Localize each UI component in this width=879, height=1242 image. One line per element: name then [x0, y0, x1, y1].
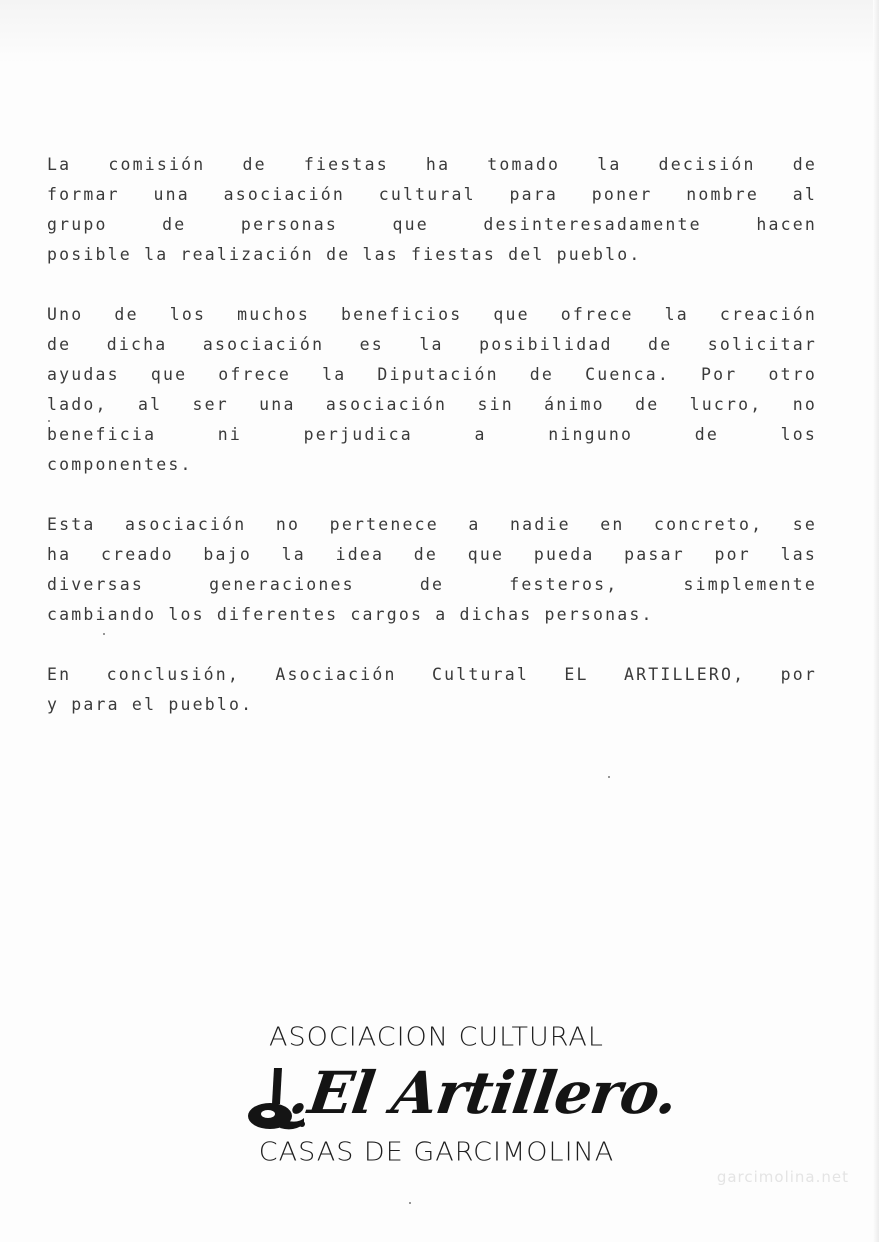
text-line: componentes.: [47, 455, 193, 474]
association-logo: [244, 1020, 682, 1170]
logo-top-text: ASOCIACION CULTURAL: [269, 1022, 604, 1053]
text-line: La comisión de fiestas ha tomado la decisión de: [47, 155, 817, 174]
scan-edge-top: [0, 0, 879, 64]
paragraph-2: [47, 300, 817, 480]
scan-speck: [103, 633, 105, 635]
watermark: garcimolina.net: [716, 1168, 849, 1186]
text-line: diversas generaciones de festeros, simplemente: [47, 575, 817, 594]
paragraph-1: [47, 150, 817, 270]
text-line: y para el pueblo.: [47, 695, 254, 714]
scan-speck: [48, 420, 50, 422]
text-line: formar una asociación cultural para poner nombre al: [47, 185, 817, 204]
text-line: grupo de personas que desinteresadamente hacen: [47, 215, 817, 234]
scan-speck: [409, 1202, 411, 1204]
text-line: posible la realización de las fiestas del pueblo.: [47, 245, 642, 264]
text-line: Esta asociación no pertenece a nadie en concreto, se: [47, 515, 817, 534]
text-line: lado, al ser una asociación sin ánimo de lucro, no: [47, 395, 817, 414]
logo-bottom-text: CASAS DE GARCIMOLINA: [258, 1137, 615, 1168]
text-line: beneficia ni perjudica a ninguno de los: [47, 425, 817, 444]
text-line: En conclusión, Asociación Cultural EL ARTILLERO, por: [47, 665, 817, 684]
text-line: ayudas que ofrece la Diputación de Cuenca. Por otro: [47, 365, 817, 384]
scan-speck: [608, 776, 610, 778]
scan-edge-right: [873, 0, 879, 1242]
text-line: cambiando los diferentes cargos a dichas personas.: [47, 605, 654, 624]
text-line: Uno de los muchos beneficios que ofrece la creación: [47, 305, 817, 324]
document-body: [47, 150, 817, 750]
paragraph-3: [47, 510, 817, 630]
text-line: ha creado bajo la idea de que pueda pasar por las: [47, 545, 817, 564]
logo-title: .El Artillero.: [285, 1059, 682, 1127]
paragraph-4: [47, 660, 817, 720]
text-line: de dicha asociación es la posibilidad de solicitar: [47, 335, 817, 354]
